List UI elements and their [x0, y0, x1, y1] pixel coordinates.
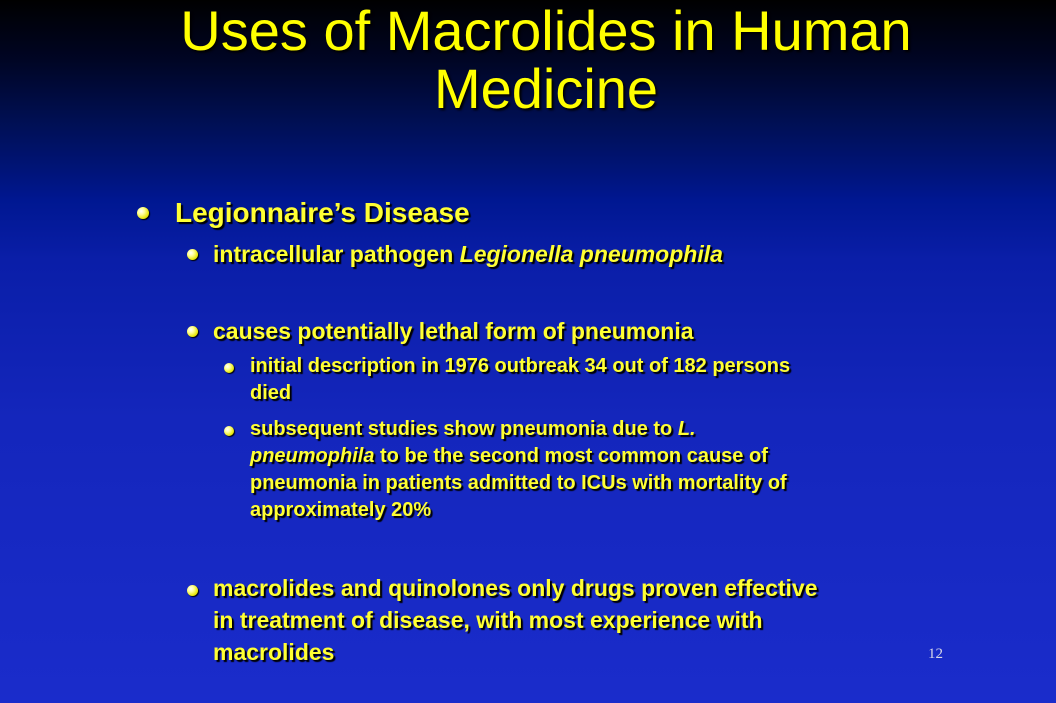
bullet-text-italic: L. — [677, 418, 696, 440]
bullet-line — [250, 416, 787, 443]
bullet-subsequent-studies — [250, 416, 787, 524]
bullet-intracellular-pathogen — [213, 238, 723, 270]
bullet-line: macrolides — [213, 639, 335, 665]
bullet-dot-icon — [187, 249, 198, 260]
bullet-legionnaires-disease: Legionnaire’s Disease — [175, 197, 470, 228]
bullet-dot-icon — [224, 426, 234, 436]
bullet-dot-icon — [187, 326, 198, 337]
bullet-text: to be the second most common cause of — [374, 445, 768, 467]
bullet-line: macrolides and quinolones only drugs proven effective — [213, 575, 818, 601]
bullet-text-italic: Legionella pneumophila — [459, 241, 723, 267]
bullet-causes-pneumonia: causes potentially lethal form of pneumonia — [213, 318, 694, 344]
slide-title-line-1: Uses of Macrolides in Human — [180, 0, 912, 62]
bullet-macrolides-quinolones — [213, 572, 818, 668]
bullet-text: intracellular pathogen — [213, 241, 460, 267]
bullet-line: died — [250, 382, 292, 404]
bullet-text-italic: pneumophila — [250, 445, 375, 467]
bullet-dot-icon — [137, 207, 149, 219]
bullet-dot-icon — [187, 585, 198, 596]
bullet-line: initial description in 1976 outbreak 34 out of 182 persons — [250, 355, 791, 377]
bullet-line: approximately 20% — [250, 499, 432, 521]
bullet-line: pneumonia in patients admitted to ICUs with mortality of — [250, 472, 787, 494]
bullet-dot-icon — [224, 363, 234, 373]
slide-title-line-2: Medicine — [433, 57, 659, 120]
bullet-line — [250, 443, 787, 470]
page-number: 12 — [928, 646, 943, 662]
bullet-line: in treatment of disease, with most experience with — [213, 607, 763, 633]
bullet-initial-description — [250, 353, 790, 407]
bullet-text: subsequent studies show pneumonia due to — [250, 418, 678, 440]
